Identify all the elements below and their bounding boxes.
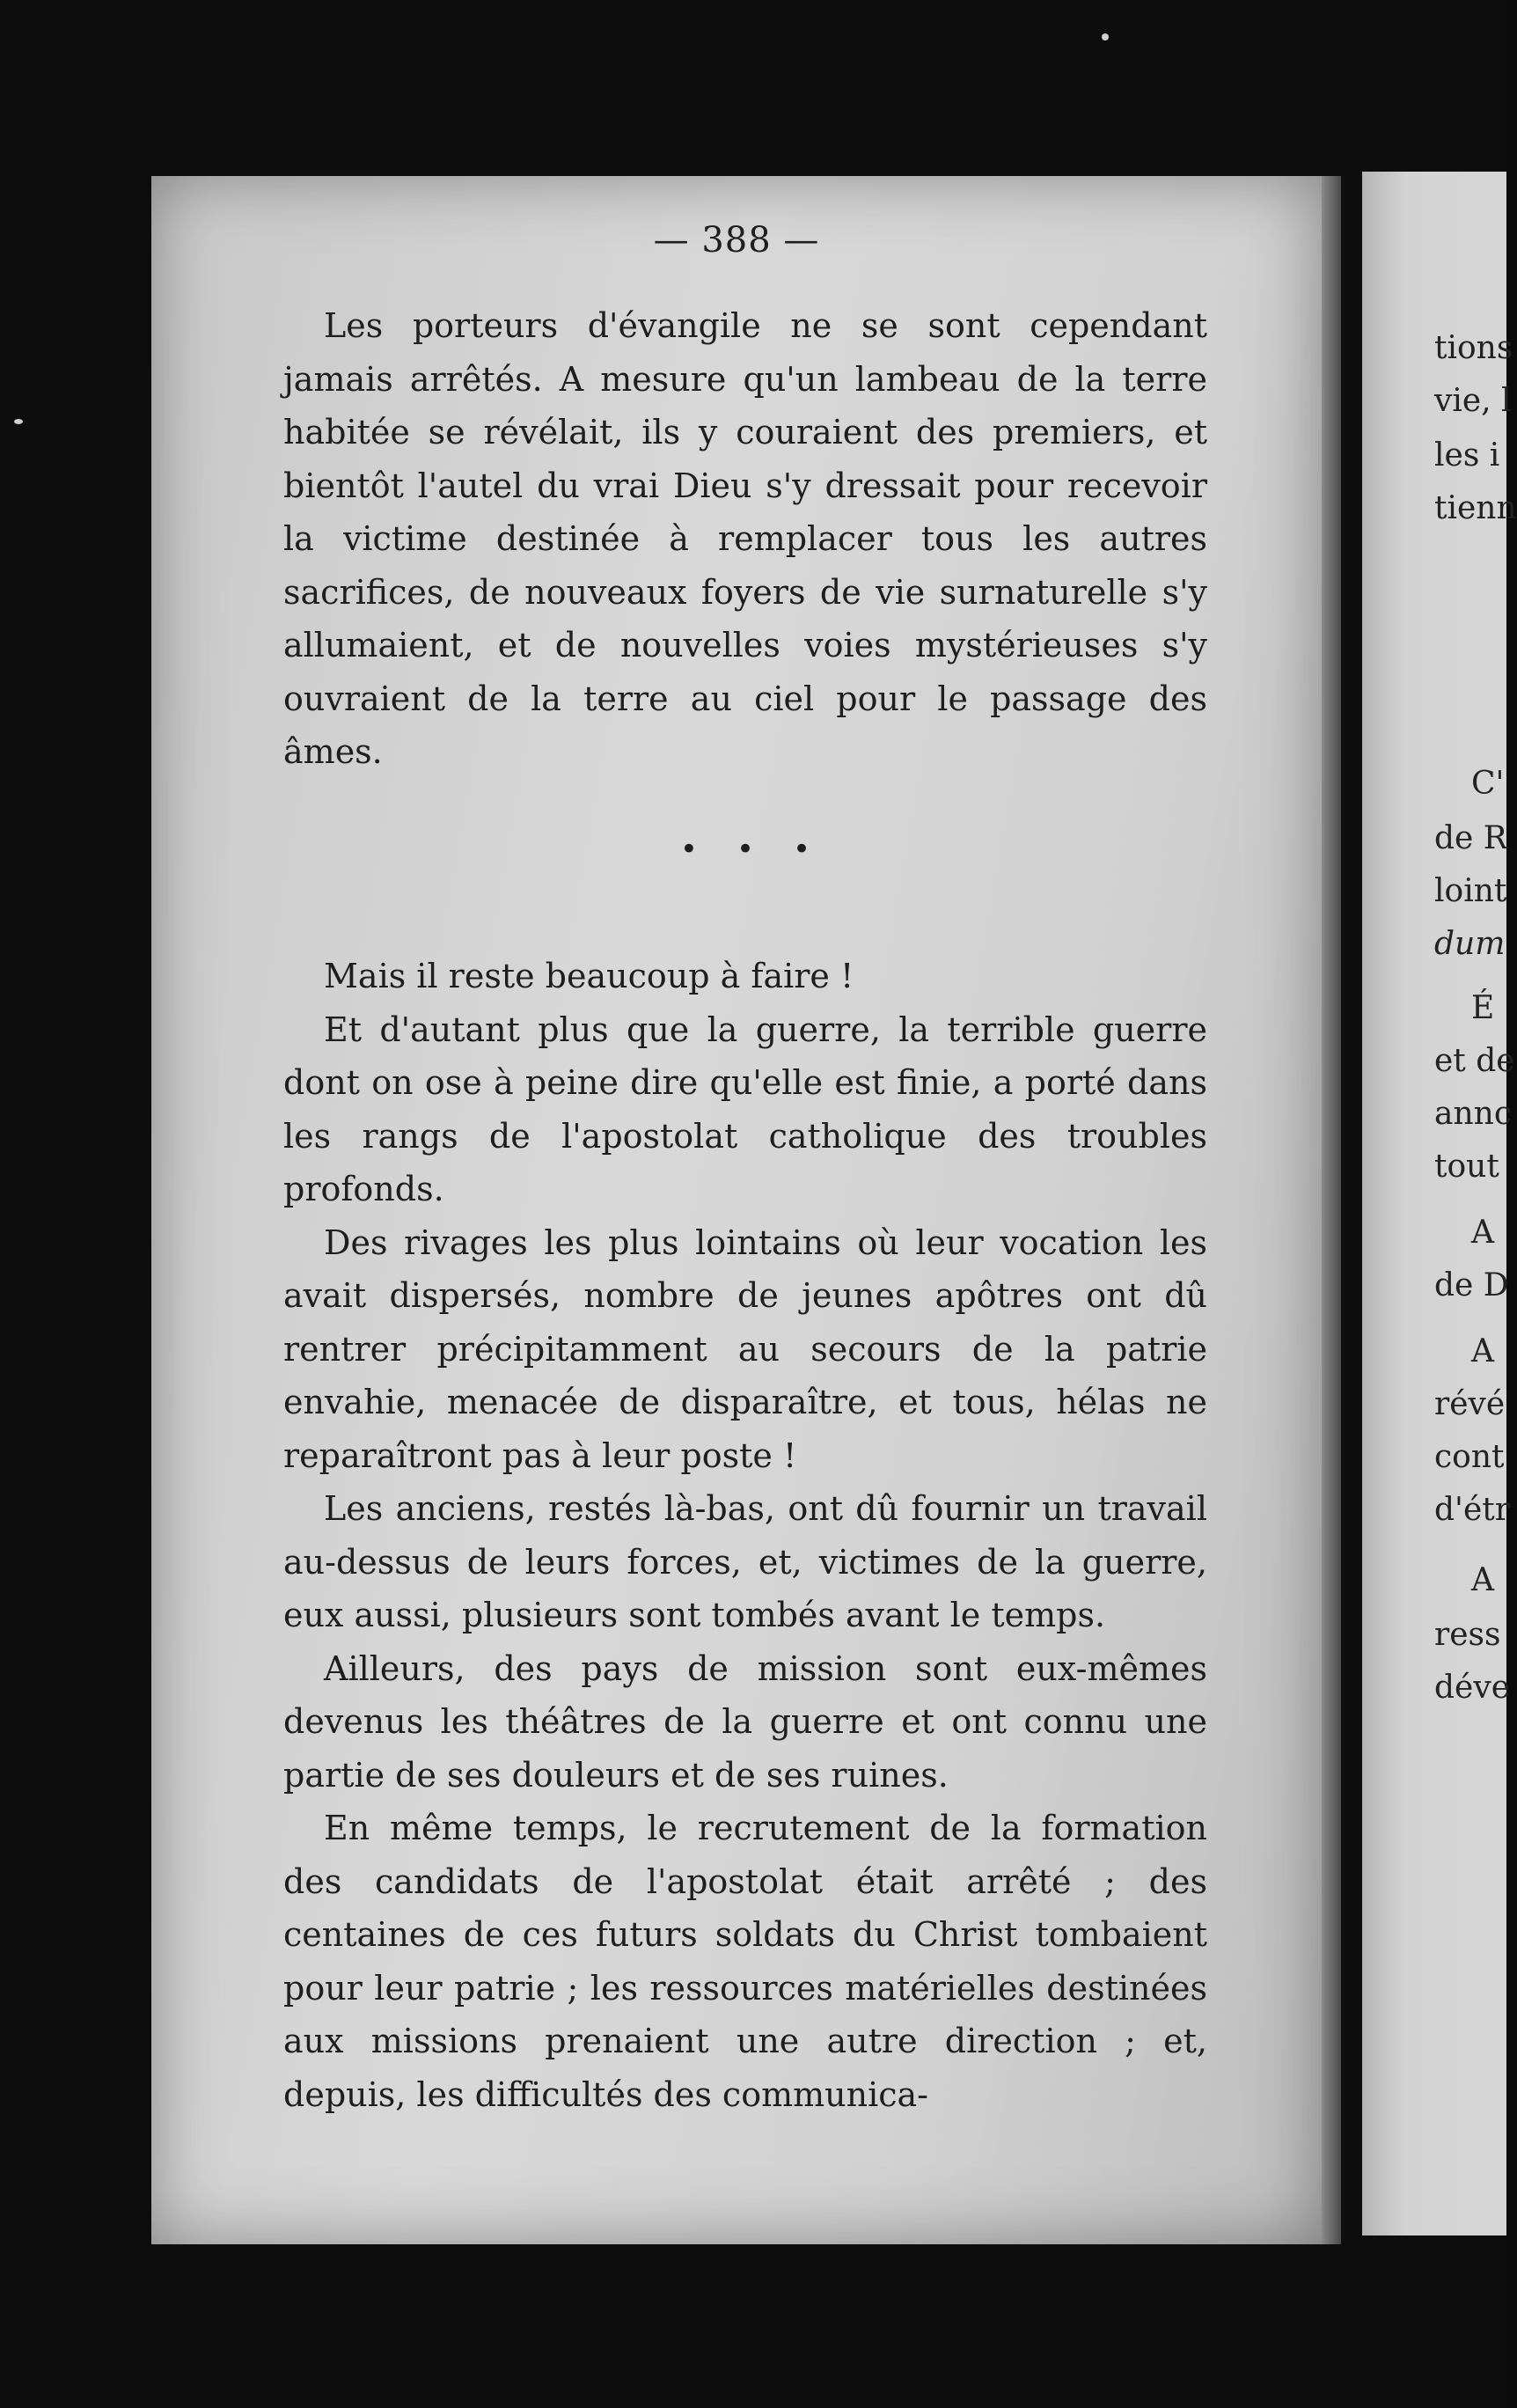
page-number: — 388 — [653, 220, 820, 261]
facing-page-fragment: dum [1434, 926, 1506, 962]
facing-page-fragment: de D [1434, 1267, 1509, 1303]
paragraph: Des rivages les plus lointains où leur vocation les avait dispersés, nombre de jeunes apôtres ont dû rentrer précipitamment au secours de la patrie envahie, menacée de disparaître, et tous, hélas ne reparaîtront pas à leur poste ! [283, 1222, 1207, 1475]
facing-page-fragment: déve [1434, 1670, 1510, 1706]
facing-page-fragment: tienn [1434, 490, 1517, 526]
facing-page-fragment: A [1471, 1333, 1494, 1369]
facing-page-fragment: tout [1434, 1149, 1499, 1185]
facing-page-fragment: annc [1434, 1096, 1512, 1132]
facing-page-fragment: et de [1434, 1043, 1515, 1079]
paragraph: Mais il reste beaucoup à faire ! [324, 957, 854, 995]
section-separator: ••• [679, 831, 850, 867]
facing-page [1362, 172, 1517, 2235]
facing-page-fragment: É [1471, 990, 1495, 1026]
facing-page-fragment: cont [1434, 1439, 1505, 1475]
facing-page-fragment: révé [1434, 1386, 1506, 1422]
book-page [151, 176, 1322, 2244]
facing-page-fragment: ress [1434, 1617, 1501, 1653]
facing-page-fragment: A [1471, 1215, 1494, 1251]
scan-speck [14, 419, 23, 424]
facing-page-fragment: tions [1434, 330, 1513, 366]
paragraph: Les porteurs d'évangile ne se sont cependant jamais arrêtés. A mesure qu'un lambeau de la terre habitée se révélait, ils y couraient des premiers, et bientôt l'autel du vrai Dieu s'y dressait pour recevoir la victime destinée à remplacer tous les autres sacrifices, de nouveaux foyers de vie surnaturelle s'y allumaient, et de nouvelles voies mystérieuses s'y ouvraient de la terre au ciel pour le passage des âmes. [283, 306, 1207, 771]
paragraph: Et d'autant plus que la guerre, la terrible guerre dont on ose à peine dire qu'elle est finie, a porté dans les rangs de l'apostolat catholique des troubles profonds. [283, 1009, 1207, 1208]
facing-page-fragment: de R [1434, 820, 1507, 856]
scan-speck [1102, 33, 1109, 40]
paragraph: En même temps, le recrutement de la formation des candidats de l'apostolat était arrêté ; des centaines de ces futurs soldats du Christ tombaient pour leur patrie ; les ressources matérielles destinées aux missions prenaient une autre direction ; et, depuis, les difficultés des communica- [283, 1809, 1207, 2114]
paragraph: Les anciens, restés là-bas, ont dû fournir un travail au-dessus de leurs forces, et, victimes de la guerre, eux aussi, plusieurs sont tombés avant le temps. [283, 1489, 1207, 1634]
paragraph: Ailleurs, des pays de mission sont eux-mêmes devenus les théâtres de la guerre et ont connu une partie de ses douleurs et de ses ruines. [283, 1648, 1207, 1795]
page-text [283, 299, 1207, 2121]
facing-page-fragment: les i [1434, 437, 1500, 474]
facing-page-fragment: A [1471, 1562, 1494, 1598]
facing-page-fragment: d'étr [1434, 1492, 1510, 1528]
facing-page-fragment: vie, l [1434, 383, 1512, 419]
facing-page-fragment: loint [1434, 873, 1507, 909]
facing-page-fragment: C' [1471, 766, 1505, 802]
